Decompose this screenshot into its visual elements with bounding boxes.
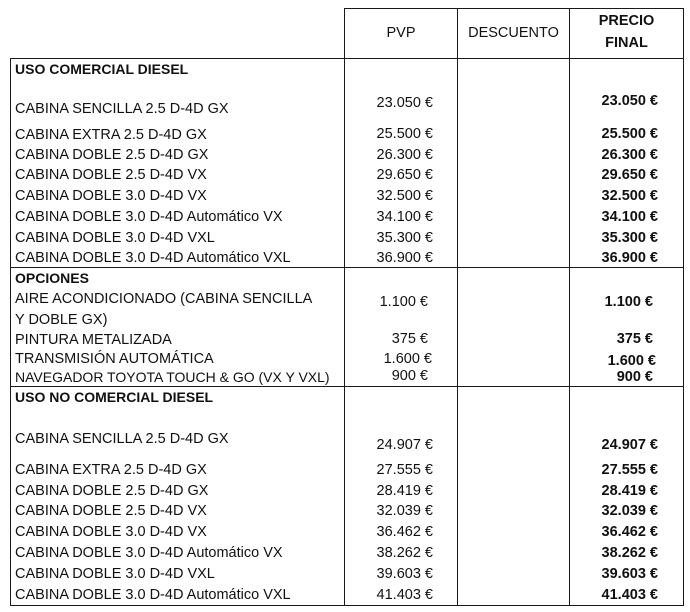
rule-col-final [569,8,570,606]
row-final: 36.900 € [601,250,658,266]
rule-col-pvp [344,8,345,606]
row-final: 25.500 € [601,126,658,142]
row-pvp: 23.050 € [376,95,433,111]
row-final: 23.050 € [601,93,658,109]
row-name: CABINA DOBLE 3.0 D-4D VXL [15,230,215,246]
row-final: 1.600 € [607,353,656,369]
row-pvp: 41.403 € [376,587,433,603]
row-final: 1.100 € [604,294,653,310]
row-pvp: 29.650 € [376,167,433,183]
row-name: CABINA DOBLE 2.5 D-4D GX [15,147,209,163]
row-name: CABINA DOBLE 3.0 D-4D Automático VX [15,545,283,561]
row-pvp: 375 € [391,331,428,347]
rule-bottom [10,605,684,606]
row-final: 375 € [616,331,653,347]
row-name: TRANSMISIÓN AUTOMÁTICA [15,351,214,367]
row-name: CABINA SENCILLA 2.5 D-4D GX [15,431,229,447]
row-final: 38.262 € [601,545,658,561]
row-pvp: 39.603 € [376,566,433,582]
header-descuento: DESCUENTO [468,25,559,41]
row-pvp: 27.555 € [376,462,433,478]
row-name: PINTURA METALIZADA [15,332,172,348]
section-title: USO COMERCIAL DIESEL [15,61,189,77]
row-final: 29.650 € [601,167,658,183]
row-name: CABINA EXTRA 2.5 D-4D GX [15,462,207,478]
row-name: CABINA DOBLE 3.0 D-4D Automático VX [15,209,283,225]
row-name: CABINA DOBLE 3.0 D-4D Automático VXL [15,587,291,603]
row-pvp: 24.907 € [376,437,433,453]
rule-col-left [10,58,11,606]
row-name: CABINA EXTRA 2.5 D-4D GX [15,127,207,143]
row-pvp: 32.039 € [376,503,433,519]
row-final: 27.555 € [601,462,658,478]
row-name: CABINA DOBLE 2.5 D-4D GX [15,483,209,499]
row-name: CABINA DOBLE 3.0 D-4D VX [15,188,207,204]
row-pvp: 28.419 € [376,483,433,499]
row-final: 39.603 € [601,566,658,582]
row-pvp: 35.300 € [376,230,433,246]
row-name: NAVEGADOR TOYOTA TOUCH & GO (VX Y VXL) [15,369,330,385]
row-name: CABINA DOBLE 3.0 D-4D VXL [15,566,215,582]
row-name: CABINA SENCILLA 2.5 D-4D GX [15,101,229,117]
rule-section-1-bottom [10,267,684,268]
row-pvp: 26.300 € [376,147,433,163]
section-title: OPCIONES [15,270,89,286]
rule-section-2-bottom [10,386,684,387]
rule-top [344,8,684,9]
row-pvp: 900 € [391,368,428,384]
row-final: 26.300 € [601,147,658,163]
row-pvp: 34.100 € [376,209,433,225]
row-pvp: 1.100 € [379,294,428,310]
row-final: 900 € [616,369,653,385]
row-final: 41.403 € [601,587,658,603]
rule-col-right [683,8,684,606]
row-final: 32.500 € [601,188,658,204]
header-precio-final-line1: PRECIO [598,13,655,29]
row-name: AIRE ACONDICIONADO (CABINA SENCILLA [15,291,313,307]
row-name: CABINA DOBLE 3.0 D-4D Automático VXL [15,250,291,266]
row-pvp: 1.600 € [383,351,432,367]
row-final: 28.419 € [601,483,658,499]
row-name: CABINA DOBLE 3.0 D-4D VX [15,524,207,540]
row-pvp: 25.500 € [376,126,433,142]
row-final: 36.462 € [601,524,658,540]
rule-col-descuento [457,8,458,606]
row-name: CABINA DOBLE 2.5 D-4D VX [15,167,207,183]
header-pvp: PVP [386,25,416,41]
row-pvp: 38.262 € [376,545,433,561]
row-final: 35.300 € [601,230,658,246]
row-pvp: 32.500 € [376,188,433,204]
section-title: USO NO COMERCIAL DIESEL [15,389,214,405]
row-name: CABINA DOBLE 2.5 D-4D VX [15,503,207,519]
row-final: 24.907 € [601,437,658,453]
rule-header-bottom [10,58,684,59]
row-pvp: 36.462 € [376,524,433,540]
row-pvp: 36.900 € [376,250,433,266]
header-precio-final-line2: FINAL [605,35,648,51]
row-final: 34.100 € [601,209,658,225]
row-name-continued: Y DOBLE GX) [15,312,108,328]
row-final: 32.039 € [601,503,658,519]
